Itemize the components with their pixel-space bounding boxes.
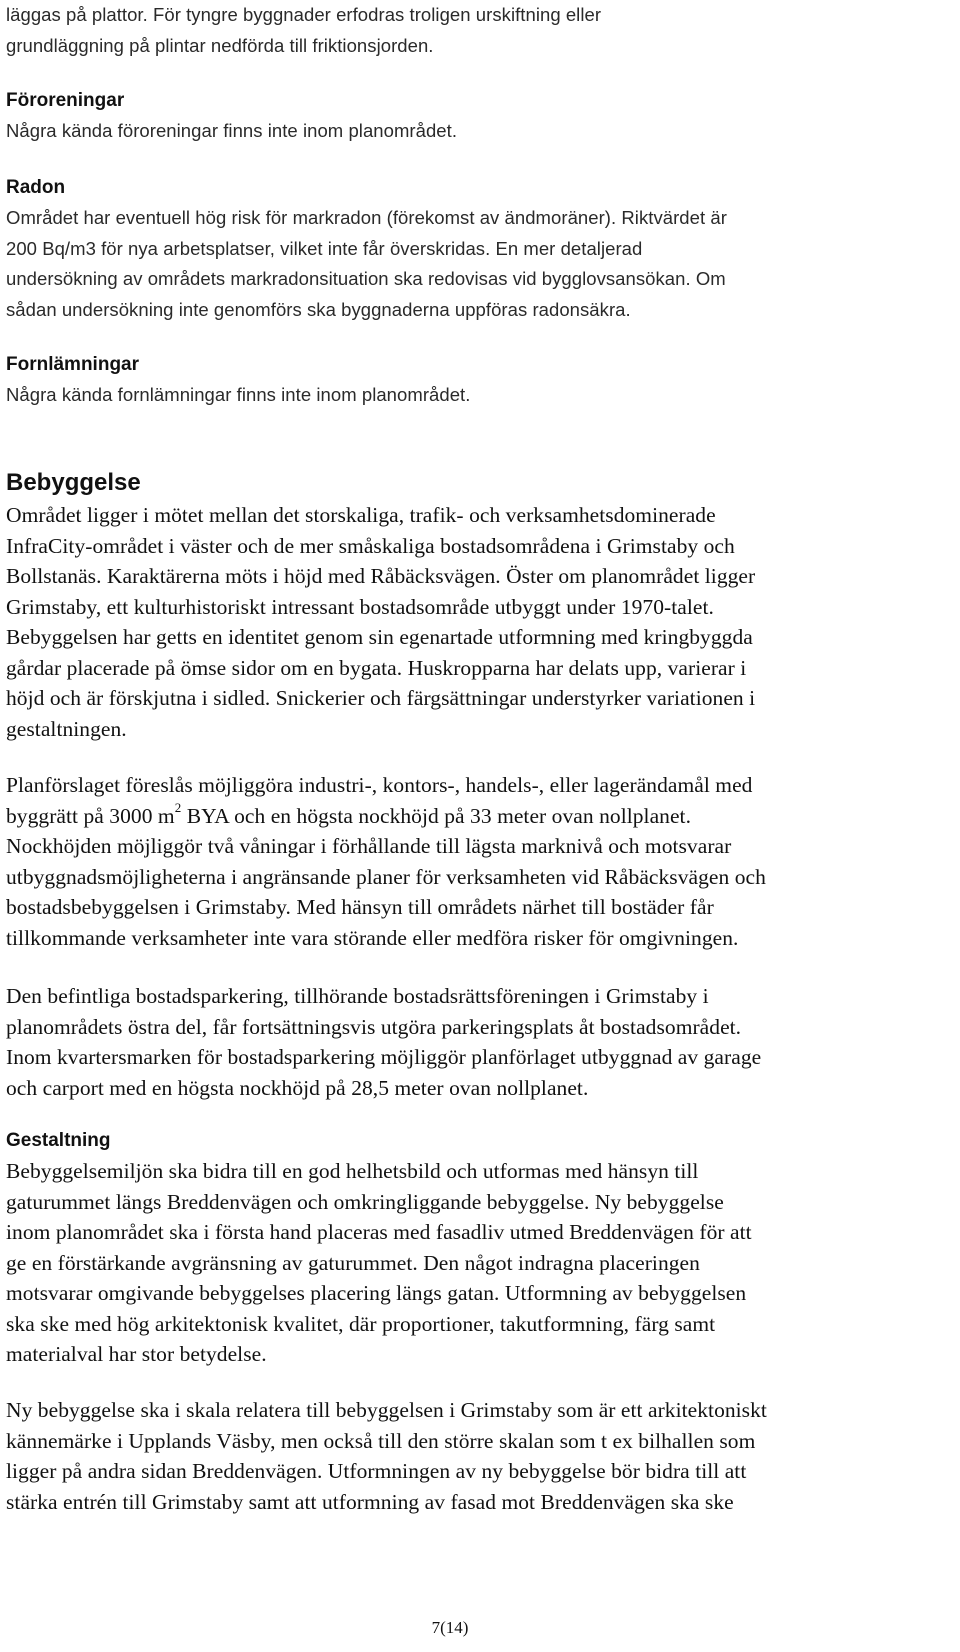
- text-line: [6, 801, 936, 832]
- text-line: ge en förstärkande avgränsning av gaturummet. Den något indragna placeringen: [6, 1250, 700, 1275]
- text-line: undersökning av områdets markradonsituation ska redovisas vid bygglovsansökan. Om: [6, 268, 726, 289]
- superscript: 2: [174, 800, 182, 816]
- text-line: Inom kvartersmarken för bostadsparkering möjliggör planförlaget utbyggnad av garage: [6, 1045, 762, 1069]
- text-line: stärka entrén till Grimstaby samt att utformning av fasad mot Breddenvägen ska ske: [6, 1489, 734, 1514]
- section-heading: Radon: [6, 177, 66, 198]
- text-line: grundläggning på plintar nedförda till friktionsjorden.: [6, 34, 434, 56]
- text-line: läggas på plattor. För tyngre byggnader erfodras troligen urskiftning eller: [6, 4, 602, 25]
- intro-paragraph: [6, 0, 936, 61]
- text-line: Grimstaby, ett kulturhistoriskt intressant bostadsområde utbyggt under 1970-talet.: [6, 594, 714, 619]
- text-line: Bebyggelsemiljön ska bidra till en god helhetsbild och utformas med hänsyn till: [6, 1159, 699, 1183]
- text-line: ligger på andra sidan Breddenvägen. Utformningen av ny bebyggelse bör bidra till att: [6, 1459, 747, 1483]
- text-line: Planförslaget föreslås möjliggöra industri-, kontors-, handels-, eller lagerändamål med: [6, 773, 753, 797]
- text-line: utbyggnadsmöjligheterna i angränsande planer för verksamheten vid Råbäcksvägen och: [6, 864, 766, 889]
- text-line: kännemärke i Upplands Väsby, men också till den större skalan som t ex bilhallen som: [6, 1428, 756, 1453]
- text-line: gaturummet längs Breddenvägen och omkringliggande bebyggelse. Ny bebyggelse: [6, 1189, 724, 1214]
- text-run: byggrätt på 3000 m: [6, 803, 175, 828]
- section-fororeningar: [6, 86, 936, 147]
- text-line: motsvarar omgivande bebyggelses placering längs gatan. Utformning av bebyggelsen: [6, 1281, 747, 1305]
- text-line: Ny bebyggelse ska i skala relatera till bebyggelsen i Grimstaby som är ett arkitektoniskt: [6, 1398, 767, 1422]
- section-radon: [6, 173, 936, 325]
- text-line: Bollstanäs. Karaktärerna möts i höjd med Råbäcksvägen. Öster om planområdet ligger: [6, 564, 756, 588]
- text-line: bostadsbebyggelsen i Grimstaby. Med hänsyn till områdets närhet till bostäder får: [6, 895, 714, 919]
- text-line: Området har eventuell hög risk för markradon (förekomst av ändmoräner). Riktvärdet är: [6, 207, 727, 228]
- section-heading: Bebyggelse: [6, 469, 141, 496]
- text-line: InfraCity-området i väster och de mer småskaliga bostadsområdena i Grimstaby och: [6, 533, 735, 558]
- page-number: 7(14): [431, 1618, 469, 1637]
- text-line: Bebyggelsen har getts en identitet genom sin egenartade utformning med kringbyggda: [6, 625, 753, 649]
- text-line: sådan undersökning inte genomförs ska byggnaderna uppföras radonsäkra.: [6, 298, 631, 320]
- text-line: höjd och är förskjutna i sidled. Snickerier och färgsättningar understyrker variationen i: [6, 686, 756, 710]
- section-heading: Gestaltning: [6, 1130, 111, 1151]
- section-bebyggelse: [6, 466, 936, 744]
- text-line: tillkommande verksamheter inte vara störande eller medföra risker för omgivningen.: [6, 925, 739, 950]
- section-heading: Fornlämningar: [6, 354, 140, 375]
- text-line: materialval har stor betydelse.: [6, 1342, 267, 1366]
- text-line: planområdets östra del, får fortsättningsvis utgöra parkeringsplats åt bostadsområdet.: [6, 1014, 742, 1039]
- text-line: 200 Bq/m3 för nya arbetsplatser, vilket inte får överskridas. En mer detaljerad: [6, 237, 643, 259]
- text-line: ska ske med hög arkitektonisk kvalitet, där proportioner, takutformning, färg samt: [6, 1311, 716, 1336]
- paragraph: [6, 770, 936, 953]
- text-line: Området ligger i mötet mellan det storskaliga, trafik- och verksamhetsdominerade: [6, 503, 716, 527]
- text-line: Några kända föroreningar finns inte inom planområdet.: [6, 120, 458, 141]
- section-fornlamningar: [6, 350, 936, 411]
- text-line: gestaltningen.: [6, 716, 127, 741]
- text-line: Den befintliga bostadsparkering, tillhörande bostadsrättsföreningen i Grimstaby i: [6, 984, 709, 1008]
- text-line: och carport med en högsta nockhöjd på 28,5 meter ovan nollplanet.: [6, 1075, 589, 1100]
- text-line: gårdar placerade på ömse sidor om en bygata. Huskropparna har delats upp, varierar i: [6, 655, 747, 680]
- paragraph: [6, 1395, 936, 1517]
- text-line: Några kända fornlämningar finns inte inom planområdet.: [6, 384, 471, 405]
- text-run: BYA och en högsta nockhöjd på 33 meter ovan nollplanet.: [181, 803, 692, 828]
- text-line: Nockhöjden möjliggör två våningar i förhållande till lägsta marknivå och motsvarar: [6, 834, 732, 858]
- paragraph: [6, 981, 936, 1103]
- section-gestaltning: [6, 1126, 936, 1370]
- section-heading: Föroreningar: [6, 90, 125, 111]
- paragraph: [6, 500, 936, 744]
- text-line: inom planområdet ska i första hand placeras med fasadliv utmed Breddenvägen för att: [6, 1220, 752, 1244]
